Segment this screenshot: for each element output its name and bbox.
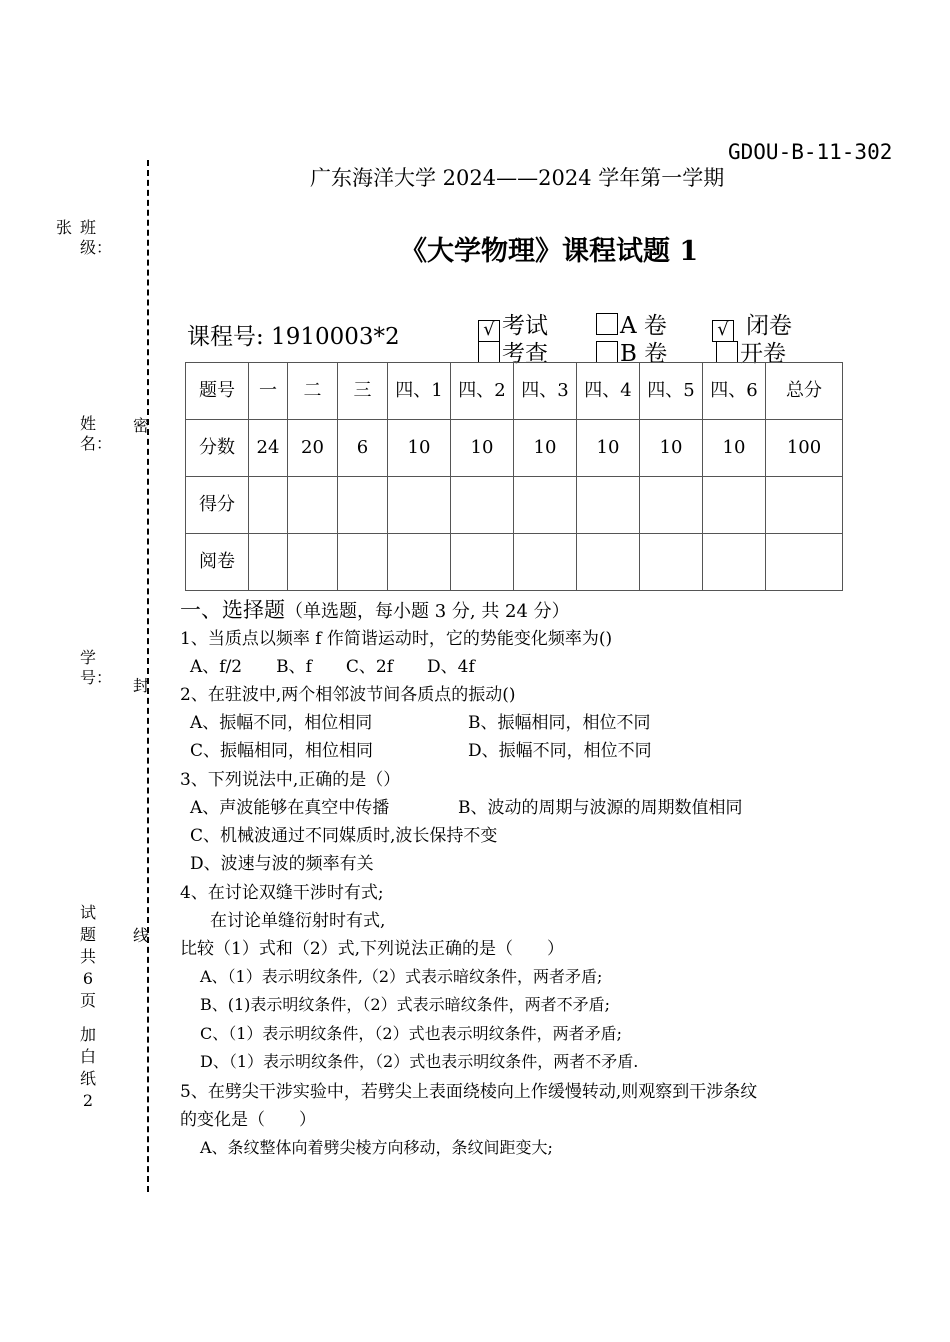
school-term-line: 广东海洋大学 2024——2024 学年第一学期 [310,166,725,190]
paper-b-checkbox[interactable] [596,341,618,363]
table-row-points [186,420,843,477]
question-3-option-c: C、机械波通过不同媒质时,波长保持不变 [190,826,498,846]
col-header: 三 [338,363,388,420]
question-4-option-b: B、(1)表示明纹条件，（2）式表示暗纹条件，两者不矛盾; [200,995,610,1014]
class-field-label: 班级： [80,218,113,257]
score-cell[interactable] [451,477,514,534]
col-header-total: 总分 [766,363,843,420]
extra-paper-label: 加白纸 2 [80,1025,97,1110]
grader-cell[interactable] [249,534,288,591]
page-count-label: 试题共6 页 [80,903,97,1010]
score-cell[interactable] [640,477,703,534]
question-1: 1、当质点以频率 f 作简谐运动时，它的势能变化频率为() [180,629,613,649]
question-2-option-a: A、振幅不同，相位相同 [190,713,373,733]
name-field-label: 姓名： [80,414,113,453]
exam-title: 《大学物理》课程试题 1 [400,236,699,267]
grader-cell-total[interactable] [766,534,843,591]
question-2-option-d: D、振幅不同，相位不同 [468,741,652,761]
question-3-option-b: B、波动的周期与波源的周期数值相同 [458,798,743,818]
col-header: 四、2 [451,363,514,420]
option-closed-label: 闭卷 [746,313,792,339]
points-cell: 24 [249,420,288,477]
exam-checkbox[interactable]: √ [478,320,500,342]
option-paper-a-label: A 卷 [620,313,667,339]
col-header: 四、1 [388,363,451,420]
question-4-line-3: 比较（1）式和（2）式,下列说法正确的是（ ） [180,939,565,959]
score-cell[interactable] [338,477,388,534]
question-3-option-d: D、波速与波的频率有关 [190,854,374,874]
score-cell-total[interactable] [766,477,843,534]
question-5-line-1: 5、在劈尖干涉实验中，若劈尖上表面绕棱向上作缓慢转动,则观察到干涉条纹 [180,1082,758,1102]
document-code: GDOU-B-11-302 [728,140,893,164]
col-header: 一 [249,363,288,420]
option-check-label: 考查 [502,341,548,367]
points-cell: 6 [338,420,388,477]
question-3-option-a: A、声波能够在真空中传播 [190,798,390,818]
option-open-label: 开卷 [740,341,786,367]
question-1-options: A、f/2 B、f C、2f D、4f [190,657,475,677]
row-header-score: 得分 [186,477,249,534]
section-1-title: 一、选择题 [180,598,285,622]
score-cell[interactable] [577,477,640,534]
grader-cell[interactable] [703,534,766,591]
score-cell[interactable] [388,477,451,534]
grader-cell[interactable] [451,534,514,591]
question-2: 2、在驻波中,两个相邻波节间各质点的振动() [180,685,516,705]
option-exam-label: 考试 [502,313,548,339]
col-header: 四、5 [640,363,703,420]
question-3: 3、下列说法中,正确的是（） [180,770,401,790]
section-1-note: （单选题，每小题 3 分, 共 24 分） [285,601,570,622]
points-cell: 10 [451,420,514,477]
points-cell: 20 [288,420,338,477]
seal-mark-xian: 线 [133,926,150,945]
grader-cell[interactable] [577,534,640,591]
points-cell: 10 [514,420,577,477]
score-cell[interactable] [288,477,338,534]
points-cell: 10 [577,420,640,477]
seal-mark-mi: 密 [133,416,150,435]
section-1-heading [180,594,570,624]
score-cell[interactable] [703,477,766,534]
col-header: 四、6 [703,363,766,420]
row-header-grader: 阅卷 [186,534,249,591]
student-id-label: 学号： [80,648,113,687]
table-row-grader [186,534,843,591]
check-checkbox[interactable] [478,341,500,363]
grader-cell[interactable] [640,534,703,591]
points-cell: 10 [388,420,451,477]
question-2-option-b: B、振幅相同，相位不同 [468,713,651,733]
open-checkbox[interactable] [716,341,738,363]
question-4-line-1: 4、在讨论双缝干涉时有式; [180,883,384,903]
paper-a-checkbox[interactable] [596,313,618,335]
score-cell[interactable] [249,477,288,534]
option-paper-b-label: B 卷 [620,341,668,367]
col-header: 二 [288,363,338,420]
score-cell[interactable] [514,477,577,534]
points-cell-total: 100 [766,420,843,477]
question-4-option-c: C、（1）表示明纹条件，（2）式也表示明纹条件，两者矛盾; [200,1024,622,1043]
question-4-option-a: A、（1）表示明纹条件,（2）式表示暗纹条件，两者矛盾; [200,967,603,986]
question-4-option-d: D、（1）表示明纹条件，（2）式也表示明纹条件，两者不矛盾. [200,1052,639,1071]
question-4-line-2: 在讨论单缝衍射时有式, [210,911,386,931]
course-number: 课程号: 1910003*2 [187,324,400,350]
table-row-score [186,477,843,534]
question-5-option-a: A、条纹整体向着劈尖棱方向移动，条纹间距变大; [200,1138,553,1157]
points-cell: 10 [703,420,766,477]
score-table [185,362,843,591]
row-header-points: 分数 [186,420,249,477]
grader-cell[interactable] [388,534,451,591]
col-header: 四、3 [514,363,577,420]
name-abbrev: 张 [56,218,73,237]
closed-checkbox[interactable]: √ [712,320,734,342]
row-header-question-no: 题号 [186,363,249,420]
col-header: 四、4 [577,363,640,420]
grader-cell[interactable] [288,534,338,591]
question-2-option-c: C、振幅相同，相位相同 [190,741,374,761]
grader-cell[interactable] [514,534,577,591]
table-row-question-no [186,363,843,420]
grader-cell[interactable] [338,534,388,591]
question-5-line-2: 的变化是（ ） [180,1110,316,1130]
seal-mark-feng: 封 [133,676,150,695]
points-cell: 10 [640,420,703,477]
